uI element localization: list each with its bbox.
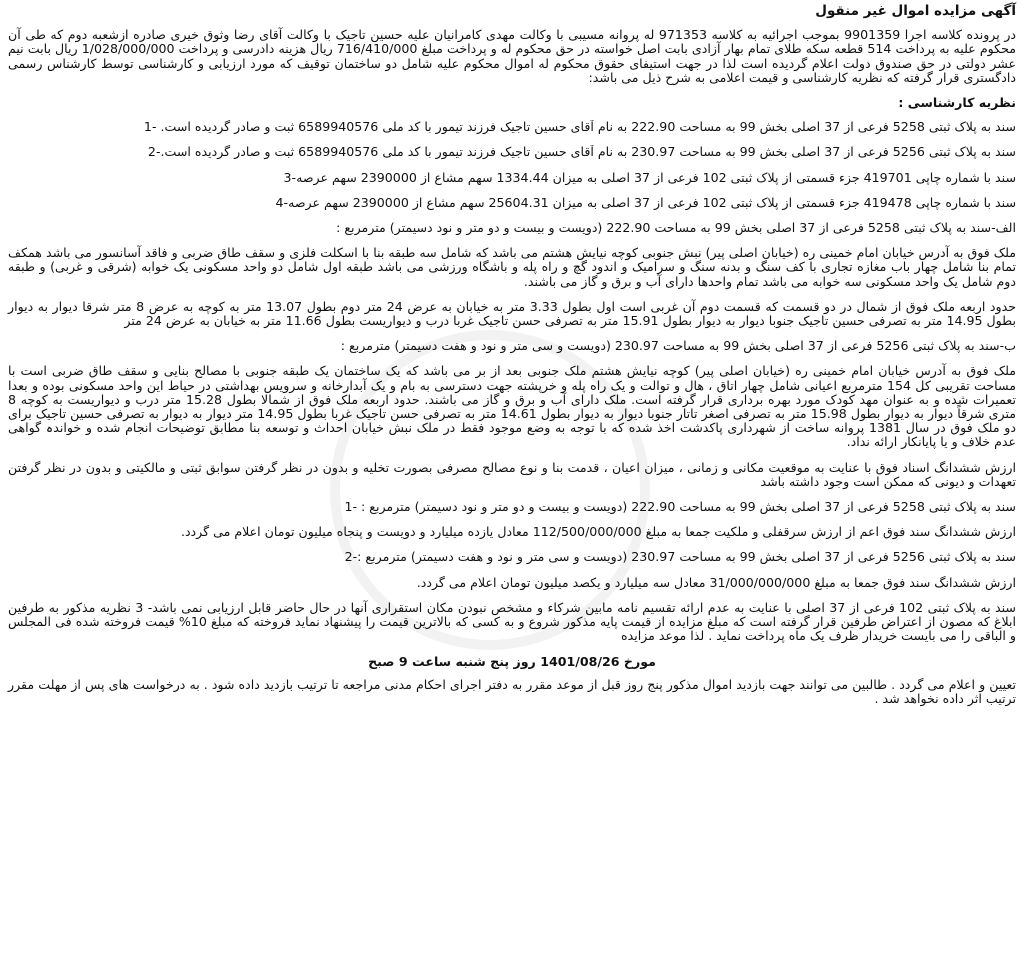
closing-paragraph: تعیین و اعلام می گردد . طالبین می توانند جهت بازدید اموال مذکور پنج روز قبل از موعد مقرر به دفتر اجرای احکام مدنی مراجعه تا ترتیب بازدید داده شود . به درخواست های پس از مهلت مقرر ترتیب اثر داده نخواهد شد . [8,676,1016,706]
section-b-description: ملک فوق به آدرس خیابان امام خمینی ره (خیابان اصلی پیر) کوچه نیایش هشتم ملک جنوبی بعد از بر می باشد که یک ساختمان یک طبقه جنوبی با مصالح بنایی و سقف طاق ضربی است با مساحت تقریبی کل 154 مترمربع اعیانی شامل چهار اتاق ، هال و توالت و یک راه پله و خرپشته جهت دسترسی به بام و یک آبدارخانه و سرویس بهداشتی در حیاط این واحد مسکونی بوده و بعدا تعمیرات شده و به عنوان مهد کودک مورد بهره برداری قرار گرفته است. ملک دارای آب و برق و گاز می باشند. حدود اربعه ملک فوق از شمالا بطول 15.28 متر درب و دیواریست به کوچه 8 متری شرقاً دیوار به دیوار بطول 15.98 متر به تصرفی اصغر تاتار جنوبا دیوار به دیوار بطول 14.61 متر به تصرفی حسن تاجیک غربا بطول 14.95 متر دیوار به دیوار به تصرفی حسین تاجیک برای دو ملک فوق در سال 1381 پروانه ساخت از شهرداری پاکدشت اخذ شده که با توجه به وضع موجود فقط در ملک نبش خیابان احداث و توسعه بنا مطابق توضیحات انجام شده و خواندہ گواهی عدم خلاف و یا پایانکار ارائه نداد. [8,363,1016,450]
valuation-1-heading: سند به پلاک ثبتی 5258 فرعی از 37 اصلی بخش 99 به مساحت 222.90 (دویست و بیست و دو متر و نود دسیمتر) مترمربع : -1 [344,500,1016,515]
valuation-2-value: ارزش ششدانگ سند فوق جمعا به مبلغ 31/000/000/000 معادل سه میلیارد و یکصد میلیون تومان اعلام می گردد. [416,575,1016,590]
section-a-boundaries: حدود اربعه ملک فوق از شمال در دو قسمت که قسمت دوم آن غربی است اول بطول 3.33 متر به خیابان به عرض 24 متر دوم بطول 13.07 متر به کوچه به عرض 8 متر شرقا دیوار به دیوار بطول 14.95 متر به تصرفی حسین تاجیک جنوبا دیوار به دیوار بطول 15.91 متر به تصرفی حسن تاجیک غربا درب و دیواریست بطول 11.66 متر به خیابان به عرض 24 متر [8,298,1017,329]
deed-item-3: سند با شماره چاپی 419701 جزء قسمتی از پلاک ثبتی 102 فرعی از 37 اصلی به میزان 1334.44 سهم مشاع از 2390000 سهم عرصه-3 [283,170,1016,185]
section-a-description: ملک فوق به آدرس خیابان امام خمینی ره (خیابان اصلی پیر) نبش جنوبی کوچه نیایش هشتم می باشد که شامل سه طبقه بنا با اسکلت فلزی و سقف طاق ضربی و فاقد آسانسور می باشد همکف تمام بنا شامل چهار باب مغازه تجاری با کف سنگ و بدنه سنگ و سرامیک و اندود گچ و راه پله و باشگاه ورزشی می باشد طبقه اول شامل دو واحد مسکونی یک خوابه (شرقی و غربی) و طبقه دوم شامل یک واحد مسکونی سه خوابه می باشد تمام واحدها دارای آب و برق و گاز می باشند. [8,245,1016,289]
section-a-heading: الف-سند به پلاک ثبتی 5258 فرعی از 37 اصلی بخش 99 به مساحت 222.90 (دویست و بیست و دو متر و نود دسیمتر) مترمربع : [336,221,1016,236]
notice-title: آگهی مزایده اموال غیر منقول [815,3,1016,19]
valuation-2-heading: سند به پلاک ثبتی 5256 فرعی از 37 اصلی بخش 99 به مساحت 230.97 (دویست و سی متر و نود و هفت دسیمتر) مترمربع :-2 [344,550,1016,565]
valuation-intro: ارزش ششدانگ اسناد فوق با عنایت به موقعیت مکانی و زمانی ، میزان اعیان ، قدمت بنا و نوع مصالح مصرفی بصورت تخلیه و بدون در نظر گرفتن سوابق ثبتی و مالکیتی و بدون در نظر گرفتن تعهدات و دیونی که ممکن است وجود داشته باشد [8,459,1016,489]
intro-paragraph: در پرونده کلاسه اجرا 9901359 بموجب اجرائیه به کلاسه 971353 له پروانه مسیبی با وکالت مهدی کامرانیان علیه حسین تاجیک با وکالت آقای رضا وثوق خیری صادره ازشعبه دوم که طی آن محکوم علیه به پرداخت 514 قطعه سکه طلای تمام بهار آزادی بابت اصل خواسته در حق محکوم له و پرداخت مبلغ 716/410/000 ریال هزینه دادرسی و پرداخت 1/028/000/000 ریال بابت نیم عشر دولتی در حق صندوق دولت اعلام گردیده است لذا در جهت استیفای حقوق محکوم له اموال محکوم علیه شامل دو ساختمان توقیف که مورد ارزیابی و کارشناسی توسط کارشناس رسمی دادگستری قرار گرفته که نظریه کارشناسی و قیمت اعلامی به شرح ذیل می باشد: [8,27,1017,85]
plot-102-note: سند به پلاک ثبتی 102 فرعی از 37 اصلی با عنایت به عدم ارائه تقسیم نامه مابین شرکاء و مشخص نبودن مکان استقراری آنها در حال حاضر قابل ارزیابی نمی باشد- 3 نظریه مذکور به طرفین ابلاغ که مصون از اعتراض طرفین قرار گرفته است که مبلغ مزایده از قیمت پایه مذکور شروع و به کسی که بالاترین قیمت را پیشنهاد نماید فروخته که مبلغ 10% قیمت فروخته شده فی المجلس و الباقی را می بایست خریدار ظرف یک ماه پرداخت نماید . لذا موعد مزایده [8,599,1017,644]
deed-item-2: سند به پلاک ثبتی 5256 فرعی از 37 اصلی بخش 99 به مساحت 230.97 به نام آقای حسین تاجیک فرزند تیمور با کد ملی 6589940576 ثبت و صادر گردیده است.-2 [147,145,1016,160]
deed-item-4: سند با شماره چاپی 419478 جزء قسمتی از پلاک ثبتی 102 فرعی از 37 اصلی به میزان 25604.31 سهم مشاع از 2390000 سهم عرصه-4 [275,195,1016,210]
auction-date: مورخ 1401/08/26 روز پنج شنبه ساعت 9 صبح [368,653,656,669]
deed-item-1: سند به پلاک ثبتی 5258 فرعی از 37 اصلی بخش 99 به مساحت 222.90 به نام آقای حسین تاجیک فرزند تیمور با کد ملی 6589940576 ثبت و صادر گردیده است. -1 [143,120,1016,135]
valuation-1-value: ارزش ششدانگ سند فوق اعم از ارزش سرقفلی و ملکیت جمعا به مبلغ 112/500/000/000 معادل یازده میلیارد و دویست و پنجاه میلیون تومان اعلام می گردد. [180,525,1016,540]
expert-opinion-heading: نظریه کارشناسی : [898,95,1016,111]
section-b-heading: ب-سند به پلاک ثبتی 5256 فرعی از 37 اصلی بخش 99 به مساحت 230.97 (دویست و سی متر و نود و هفت دسیمتر) مترمربع : [340,339,1016,354]
